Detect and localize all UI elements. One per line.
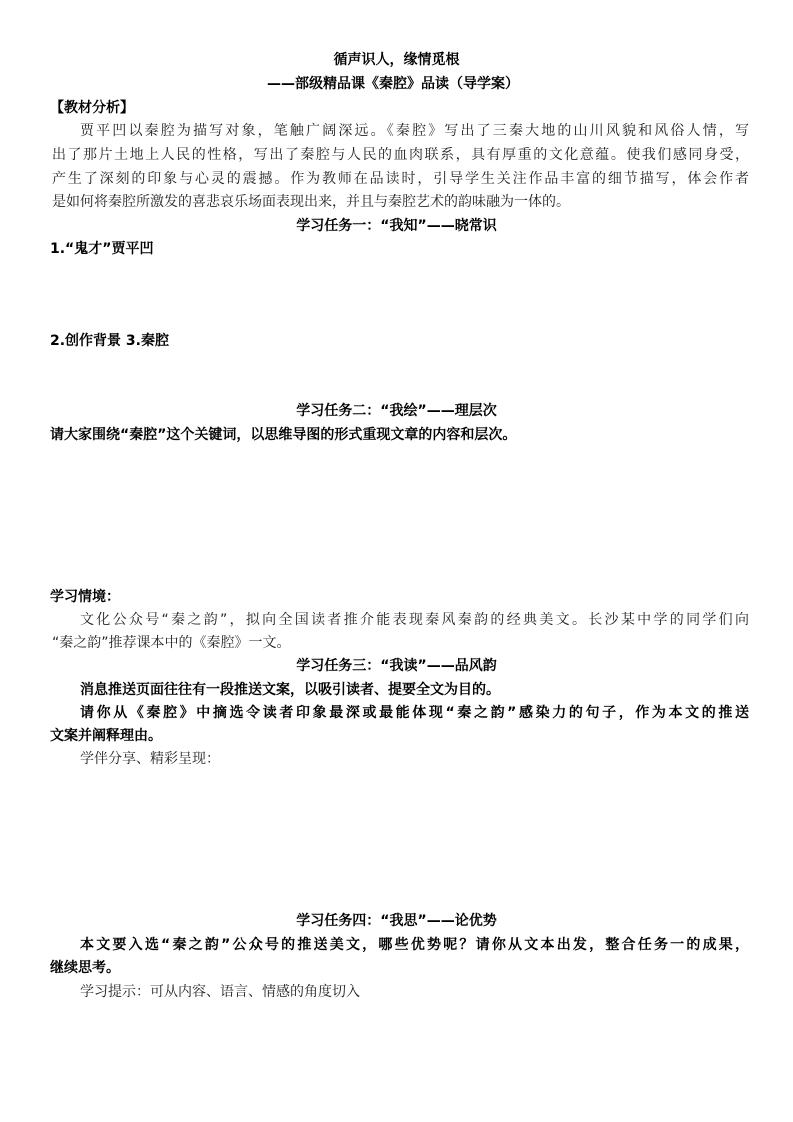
task4-line-2: 继续思考。	[50, 960, 120, 976]
situation-heading: 学习情境：	[50, 589, 120, 605]
task1-heading: 学习任务一：“我知”——晓常识	[296, 218, 497, 234]
situation-line-1: 文化公众号“秦之韵”，拟向全国读者推介能表现秦风秦韵的经典美文。长沙某中学的同学们向	[80, 612, 749, 628]
task3-line-2: 请你从《秦腔》中摘选令读者印象最深或最能体现“秦之韵”感染力的句子，作为本文的推送	[80, 705, 749, 721]
task2-heading: 学习任务二：“我绘”——理层次	[296, 403, 497, 419]
task2-instruction: 请大家围绕“秦腔”这个关键词，以思维导图的形式重现文章的内容和层次。	[50, 427, 517, 443]
task4-hint: 学习提示：可从内容、语言、情感的角度切入	[80, 984, 360, 1000]
task1-item-2: 2.创作背景 3.秦腔	[50, 333, 169, 349]
situation-line-2: “秦之韵”推荐课本中的《秦腔》一文。	[52, 635, 291, 651]
task3-heading: 学习任务三：“我读”——品风韵	[296, 658, 497, 674]
document-title: 循声识人，缘情觅根	[333, 52, 460, 68]
task4-heading: 学习任务四：“我思”——论优势	[296, 913, 497, 929]
document-subtitle: ——部级精品课《秦腔》品读（导学案）	[267, 76, 519, 92]
task3-line-1: 消息推送页面往往有一段推送文案，以吸引读者、提要全文为目的。	[80, 682, 500, 698]
analysis-heading: 【教材分析】	[50, 100, 134, 116]
task1-item-1: 1.“鬼才”贾平凹	[50, 241, 154, 257]
task3-line-3: 文案并阐释理由。	[50, 728, 162, 744]
analysis-line-3: 产生了深刻的印象与心灵的震撼。作为教师在品读时，引导学生关注作品丰富的细节描写，体会作者	[52, 171, 749, 187]
task3-share-prompt: 学伴分享、精彩呈现：	[80, 751, 220, 767]
analysis-line-4: 是如何将秦腔所激发的喜悲哀乐场面表现出来，并且与秦腔艺术的韵味融为一体的。	[52, 194, 570, 210]
task4-line-1: 本文要入选“秦之韵”公众号的推送美文，哪些优势呢？请你从文本出发，整合任务一的成果，	[80, 937, 749, 953]
analysis-line-2: 出了那片土地上人民的性格，写出了秦腔与人民的血肉联系，具有厚重的文化意蕴。使我们感同身受，	[52, 147, 749, 163]
analysis-line-1: 贾平凹以秦腔为描写对象，笔触广阔深远。《秦腔》写出了三秦大地的山川风貌和风俗人情，写	[80, 123, 749, 139]
